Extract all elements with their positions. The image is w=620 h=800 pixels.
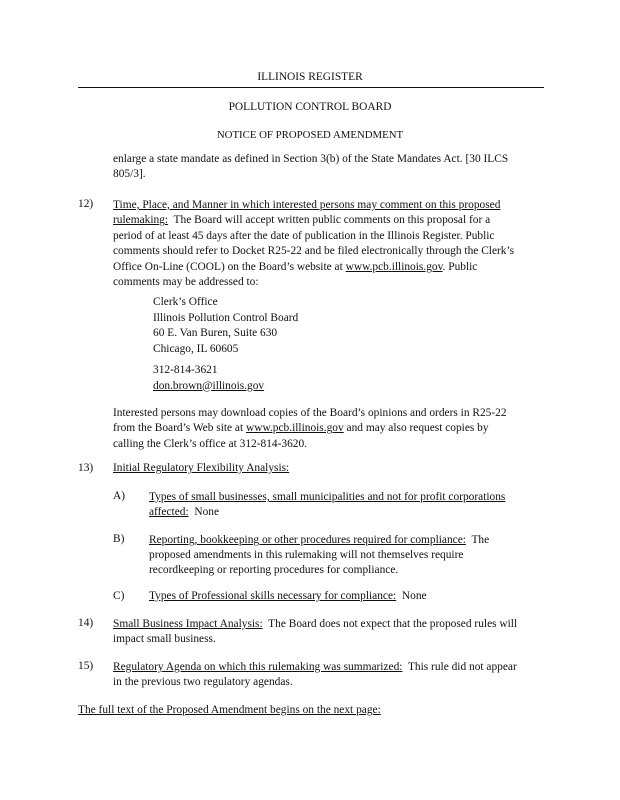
board-website-link[interactable]: www.pcb.illinois.gov xyxy=(345,260,443,273)
item-13-title: Initial Regulatory Flexibility Analysis: xyxy=(113,462,290,474)
item-number: 12) xyxy=(78,198,94,210)
email-link[interactable]: don.brown@illinois.gov xyxy=(153,379,265,392)
register-title: ILLINOIS REGISTER xyxy=(257,71,363,83)
clerk-address: Clerk’s Office Illinois Pollution Control Board 60 E. Van Buren, Suite 630 Chicago, IL 60605 xyxy=(153,296,299,355)
item-12-paragraph: Time, Place, and Manner in which interested persons may comment on this proposed rulemaking: The Board will accept written public comments on this proposal for a period of at least 45 days after the date of publication in the Illinois Register. Public comments should refer to Docket R25-22 and be filed electronically through the Clerk’s Office On-Line (COOL) on the Board’s website at www.pcb.illinois.gov. Public comments may be addressed to: xyxy=(113,199,515,289)
sub-label: A) xyxy=(113,490,126,502)
item-12-title: Time, Place, and Manner in which interested persons may comment on this proposed xyxy=(113,199,501,211)
contact-info: 312-814-3621 don.brown@illinois.gov xyxy=(153,363,264,394)
notice-title: NOTICE OF PROPOSED AMENDMENT xyxy=(216,129,404,141)
agency-title: POLLUTION CONTROL BOARD xyxy=(228,101,392,113)
item-13c-line: Types of Professional skills necessary for compliance: None xyxy=(149,590,427,602)
sub-label: B) xyxy=(113,533,125,545)
item-12-title-cont: rulemaking: xyxy=(113,214,169,227)
header-rule xyxy=(78,87,544,88)
item-13b-paragraph: Reporting, bookkeeping or other procedures required for compliance: The proposed amendments in this rulemaking will not themselves require recordkeeping or reporting procedures for compliance. xyxy=(149,534,490,576)
item-number: 15) xyxy=(78,660,94,672)
item-number: 14) xyxy=(78,617,94,629)
sub-label: C) xyxy=(113,590,125,602)
intro-paragraph: enlarge a state mandate as defined in Section 3(b) of the State Mandates Act. [30 ILCS 805/3]. xyxy=(113,153,509,181)
full-text-notice: The full text of the Proposed Amendment begins on the next page: xyxy=(78,704,381,716)
item-14-paragraph: Small Business Impact Analysis: The Board does not expect that the proposed rules will impact small business. xyxy=(113,618,518,645)
item-15-paragraph: Regulatory Agenda on which this rulemaking was summarized: This rule did not appear in the previous two regulatory agendas. xyxy=(113,661,517,688)
item-13a-paragraph: Types of small businesses, small municipalities and not for profit corporations affected: None xyxy=(149,491,506,518)
board-website-link-2[interactable]: www.pcb.illinois.gov xyxy=(246,422,344,435)
download-paragraph: Interested persons may download copies of the Board’s opinions and orders in R25-22 from the Board’s Web site at www.pcb.illinois.gov and may also request copies by calling the Clerk’s office at 312-814-3620. xyxy=(113,407,507,450)
item-number: 13) xyxy=(78,462,94,474)
